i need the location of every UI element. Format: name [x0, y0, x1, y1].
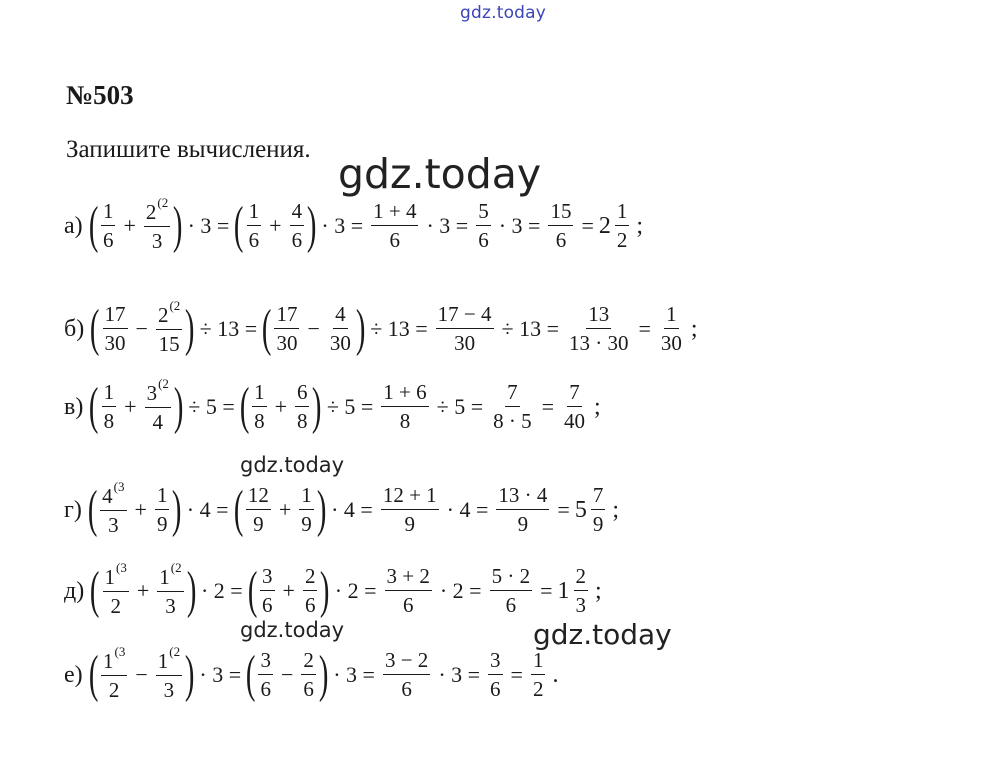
row-a — [64, 196, 643, 256]
fraction: $\frac{3}{6}$ — [490, 648, 501, 701]
operator: + — [124, 394, 137, 419]
operator: ÷ 5 = — [436, 394, 484, 419]
paren-close: ) — [318, 646, 329, 703]
paren-close: ) — [316, 481, 327, 538]
paren-close: ) — [312, 378, 322, 435]
paren-open: ( — [88, 646, 99, 703]
fraction: $\frac{1}{2}$ — [532, 648, 544, 701]
paren-open: ( — [246, 646, 256, 703]
row-label: г) — [64, 496, 82, 523]
fraction: $\frac{2}{6}$ — [303, 648, 314, 701]
paren-close: ) — [172, 481, 182, 538]
operator: = — [510, 662, 523, 687]
fraction: $\frac{5}{6}$ — [478, 199, 489, 252]
operator: · 3 = — [321, 213, 364, 238]
fraction: $\frac{7}{40}$ — [564, 380, 586, 433]
watermark-row-e-right: gdz.today — [533, 618, 672, 651]
fraction: $\frac{1}{30}$ — [660, 302, 682, 355]
operator: · 4 = — [331, 497, 373, 522]
terminator: . — [552, 661, 559, 688]
row-g — [64, 480, 619, 540]
operator: ÷ 5 = — [326, 394, 374, 419]
operator: ÷ 13 = — [501, 316, 559, 341]
fraction: $\frac{3}{6}$ — [262, 564, 273, 617]
fraction: $\frac{12}{9}$ — [247, 483, 269, 536]
fraction: $\frac{1}{8}$ — [254, 380, 265, 433]
operator: · 3 = — [333, 662, 375, 687]
paren-close: ) — [173, 197, 183, 254]
paren-close: ) — [173, 378, 184, 435]
fraction: $\frac{12 + 1}{9}$ — [382, 483, 437, 536]
row-label: а) — [64, 212, 83, 239]
fraction: $\frac{1^{(2}}{3}$ — [159, 560, 182, 618]
paren-close: ) — [185, 300, 195, 357]
fraction: $\frac{1}{6}$ — [102, 199, 114, 252]
fraction: $\frac{3 + 2}{6}$ — [386, 564, 430, 617]
paren-close: ) — [320, 562, 330, 619]
operator: ÷ 13 = — [199, 316, 258, 341]
operator: ÷ 5 = — [188, 394, 235, 419]
fraction: $\frac{17 - 4}{30}$ — [437, 302, 492, 355]
paren-open: ( — [239, 378, 250, 435]
operator: = — [581, 213, 594, 238]
operator: · 4 = — [186, 497, 229, 522]
row-label: б) — [64, 315, 85, 342]
row-label: в) — [64, 393, 84, 420]
paren-open: ( — [90, 300, 100, 357]
operator: · 2 = — [439, 578, 482, 603]
fraction: $\frac{5 \cdot 2}{6}$ — [491, 564, 531, 617]
fraction: $\frac{13 \cdot 4}{9}$ — [498, 483, 548, 536]
paren-open: ( — [90, 562, 100, 619]
operator: = — [557, 497, 570, 522]
fraction: $\frac{3 - 2}{6}$ — [384, 648, 429, 701]
fraction: $\frac{1}{9}$ — [156, 483, 168, 536]
paren-close: ) — [355, 300, 366, 357]
terminator: ; — [612, 496, 619, 523]
paren-open: ( — [234, 197, 244, 254]
fraction: $\frac{1 + 6}{8}$ — [383, 380, 427, 433]
row-e — [64, 645, 558, 705]
fraction: $\frac{2^{(2}}{15}$ — [157, 298, 181, 356]
fraction: $\frac{17}{30}$ — [276, 302, 298, 355]
row-label: д) — [64, 577, 85, 604]
fraction: $\frac{1^{(3}}{2}$ — [102, 644, 126, 702]
exercise-number: №503 — [66, 80, 134, 110]
row-d — [64, 561, 602, 621]
operator: + — [278, 497, 292, 522]
operator: · 2 = — [334, 578, 377, 603]
fraction: $\frac{1}{8}$ — [103, 380, 115, 433]
fraction: $\frac{17}{30}$ — [104, 302, 126, 355]
paren-close: ) — [186, 562, 197, 619]
operator: · 2 = — [200, 578, 243, 603]
operator: + — [269, 213, 282, 238]
fraction: $\frac{15}{6}$ — [550, 199, 572, 252]
operator: + — [282, 578, 295, 603]
operator: − — [135, 316, 148, 341]
fraction: $\frac{13}{13 \cdot 30}$ — [569, 302, 629, 355]
fraction: $\frac{1}{6}$ — [248, 199, 260, 252]
mixed-number: 5 $\frac{7}{9}$ — [574, 483, 604, 536]
operator: + — [274, 394, 287, 419]
paren-open: ( — [88, 197, 99, 254]
paren-open: ( — [262, 300, 272, 357]
fraction: $\frac{1 + 4}{6}$ — [373, 199, 417, 252]
paren-open: ( — [89, 378, 99, 435]
operator: · 3 = — [199, 662, 242, 687]
fraction: $\frac{4}{30}$ — [329, 302, 351, 355]
terminator: ; — [636, 212, 644, 239]
operator: − — [135, 662, 148, 687]
watermark-top: gdz.today — [460, 3, 547, 23]
paren-open: ( — [247, 562, 258, 619]
operator: − — [280, 662, 294, 687]
operator: + — [134, 497, 147, 522]
row-b — [64, 299, 698, 359]
fraction: $\frac{1^{(3}}{2}$ — [104, 560, 127, 618]
operator: · 3 = — [187, 213, 230, 238]
paren-close: ) — [184, 646, 195, 703]
fraction: $\frac{3}{6}$ — [260, 648, 271, 701]
mixed-number: 1 $\frac{2}{3}$ — [557, 564, 587, 617]
watermark-row-e-left: gdz.today — [240, 618, 345, 642]
operator: + — [123, 213, 136, 238]
fraction: $\frac{1}{9}$ — [301, 483, 312, 536]
operator: · 3 = — [498, 213, 541, 238]
watermark-row-g: gdz.today — [240, 453, 345, 477]
fraction: $\frac{4^{(3}}{3}$ — [102, 479, 125, 537]
paren-open: ( — [233, 481, 243, 538]
operator: = — [540, 578, 553, 603]
fraction: $\frac{2}{6}$ — [304, 564, 316, 617]
operator: = — [541, 394, 555, 419]
operator: = — [638, 316, 651, 341]
fraction: $\frac{1^{(2}}{3}$ — [157, 644, 181, 702]
paren-open: ( — [87, 481, 98, 538]
terminator: ; — [690, 315, 698, 342]
fraction: $\frac{2^{(2}}{3}$ — [145, 195, 169, 253]
row-label: е) — [64, 661, 83, 688]
terminator: ; — [595, 577, 602, 604]
operator: − — [307, 316, 320, 341]
operator: · 3 = — [426, 213, 469, 238]
fraction: $\frac{3^{(2}}{4}$ — [146, 376, 169, 434]
paren-close: ) — [306, 197, 317, 254]
mixed-number: 2 $\frac{1}{2}$ — [598, 199, 628, 252]
fraction: $\frac{6}{8}$ — [296, 380, 308, 433]
row-v — [64, 377, 601, 437]
operator: ÷ 13 = — [370, 316, 428, 341]
fraction: $\frac{7}{8 \cdot 5}$ — [493, 380, 532, 433]
fraction: $\frac{4}{6}$ — [291, 199, 303, 252]
operator: · 3 = — [438, 662, 481, 687]
watermark-big: gdz.today — [338, 150, 542, 198]
terminator: ; — [594, 393, 601, 420]
operator: · 4 = — [446, 497, 489, 522]
operator: + — [136, 578, 150, 603]
instruction-text: Запишите вычисления. — [66, 136, 311, 163]
